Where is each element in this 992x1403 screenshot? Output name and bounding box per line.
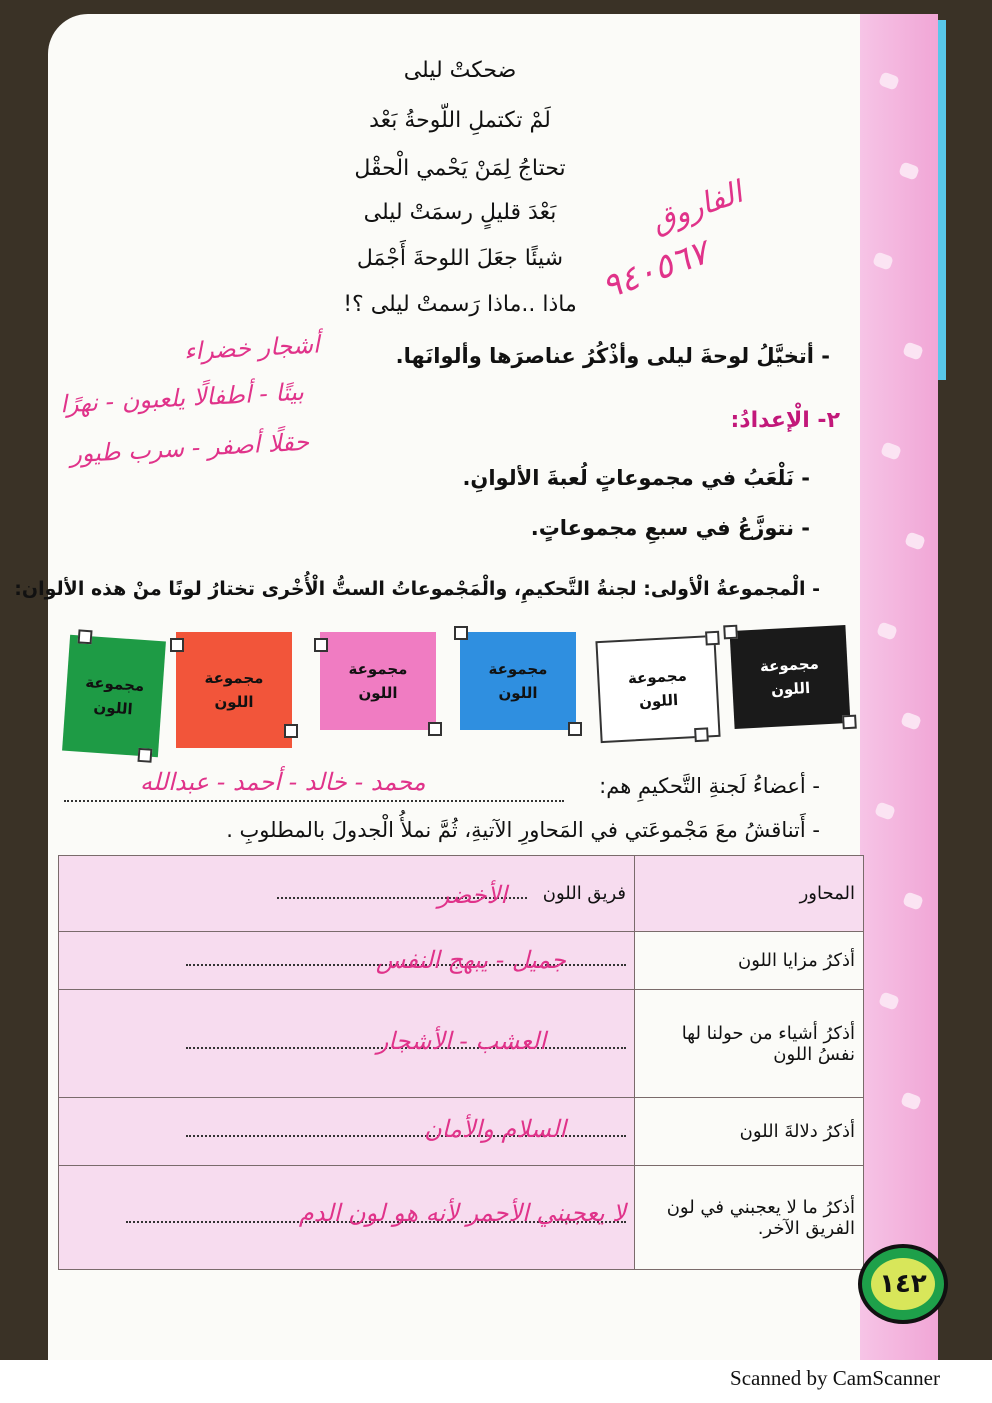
poem-line-2: لَمْ تكتملِ اللّوحةُ بَعْد — [369, 108, 551, 133]
color-card-blue: مجموعة اللون — [460, 632, 576, 730]
row-axis-1: أذكرُ مزايا اللون — [635, 932, 864, 990]
table-row — [59, 1098, 864, 1166]
row-answer-4: لا يعجبني الأحمر لأنه هو لون الدم — [298, 1199, 626, 1227]
table-row — [59, 990, 864, 1098]
row-answer-2: العشب - الأشجار — [376, 1027, 546, 1055]
committee-dotted-line — [64, 800, 564, 802]
page-number: ١٤٢ — [879, 1269, 927, 1299]
axes-table — [58, 855, 864, 1270]
poem-line-1: ضحكتْ ليلى — [403, 58, 517, 83]
decorative-strip — [860, 14, 938, 1360]
answer-imagine-1: أشجار خضراء — [183, 330, 321, 366]
row-answer-1: جميل - يبهج النفس — [375, 946, 566, 974]
question-imagine: - أتخيَّلُ لوحةَ ليلى وأذْكُرُ عناصرَها وألوانَها. — [395, 344, 830, 368]
scanner-footer: Scanned by CamScanner — [730, 1366, 940, 1390]
prep-item-1: - نَلْعَبُ في مجموعاتٍ لُعبةَ الألوانِ. — [462, 466, 810, 490]
row-axis-4: أذكرُ ما لا يعجبني في لون الفريق الآخر. — [635, 1166, 864, 1270]
team-color-answer: الأخضر — [437, 881, 508, 909]
header-axis: المحاور — [635, 856, 864, 932]
handwritten-number: ٩٤٠٥٦٧ — [596, 232, 714, 308]
color-card-black: مجموعة اللون — [730, 625, 851, 729]
answer-imagine-2: بيتًا - أطفالًا يلعبون - نهرًا — [59, 377, 305, 419]
row-axis-2: أذكرُ أشياء من حولنا لها نفسُ اللون — [635, 990, 864, 1098]
header-team: فريق اللون الأخضر — [59, 856, 635, 932]
prep-item-2: - نتوزَّعُ في سبعِ مجموعاتٍ. — [530, 516, 810, 540]
committee-answer: محمد - خالد - أحمد - عبدالله — [140, 768, 426, 796]
poem-line-3: تحتاجُ لِمَنْ يَحْمي الْحقْل — [354, 156, 566, 181]
answer-imagine-3: حقلًا أصفر - سرب طيور — [69, 427, 310, 469]
color-card-red: مجموعة اللون — [176, 632, 292, 748]
discuss-instruction: - أَتناقشُ معَ مَجْموعَتي في المَحاورِ الآتيةِ، ثُمَّ نملأُ الْجدولَ بالمطلوبِ . — [226, 818, 820, 842]
color-card-pink: مجموعة اللون — [320, 632, 436, 730]
page-number-badge — [858, 1244, 948, 1324]
table-header-row — [59, 856, 864, 932]
poem-line-5: شيئًا جعَلَ اللوحةَ أَجْمَل — [356, 246, 564, 271]
book-edge — [938, 20, 946, 380]
row-axis-3: أذكرُ دلالةَ اللون — [635, 1098, 864, 1166]
table-row — [59, 932, 864, 990]
table-row — [59, 1166, 864, 1270]
row-answer-3: السلام والأمان — [424, 1115, 566, 1143]
color-card-white: مجموعة اللون — [595, 635, 720, 743]
groups-intro: - الْمجموعةُ الْأولى: لجنةُ التَّحكيمِ، والْمَجْموعاتُ الستُّ الْأُخْرى تختارُ لونًا منْ هذه الألوان: — [14, 578, 820, 600]
poem-line-4: بَعْدَ قليلٍ رسمَتْ ليلى — [363, 200, 557, 225]
poem-line-6: ماذا ..ماذا رَسمتْ ليلى ؟! — [343, 292, 577, 317]
handwritten-name: الفاروق — [646, 174, 748, 241]
committee-label: - أعضاءُ لَجنةِ التَّحكيمِ هم: — [599, 774, 820, 798]
color-card-green: مجموعة اللون — [62, 635, 166, 757]
section-preparation: ٢- الْإعدادُ: — [730, 408, 840, 433]
